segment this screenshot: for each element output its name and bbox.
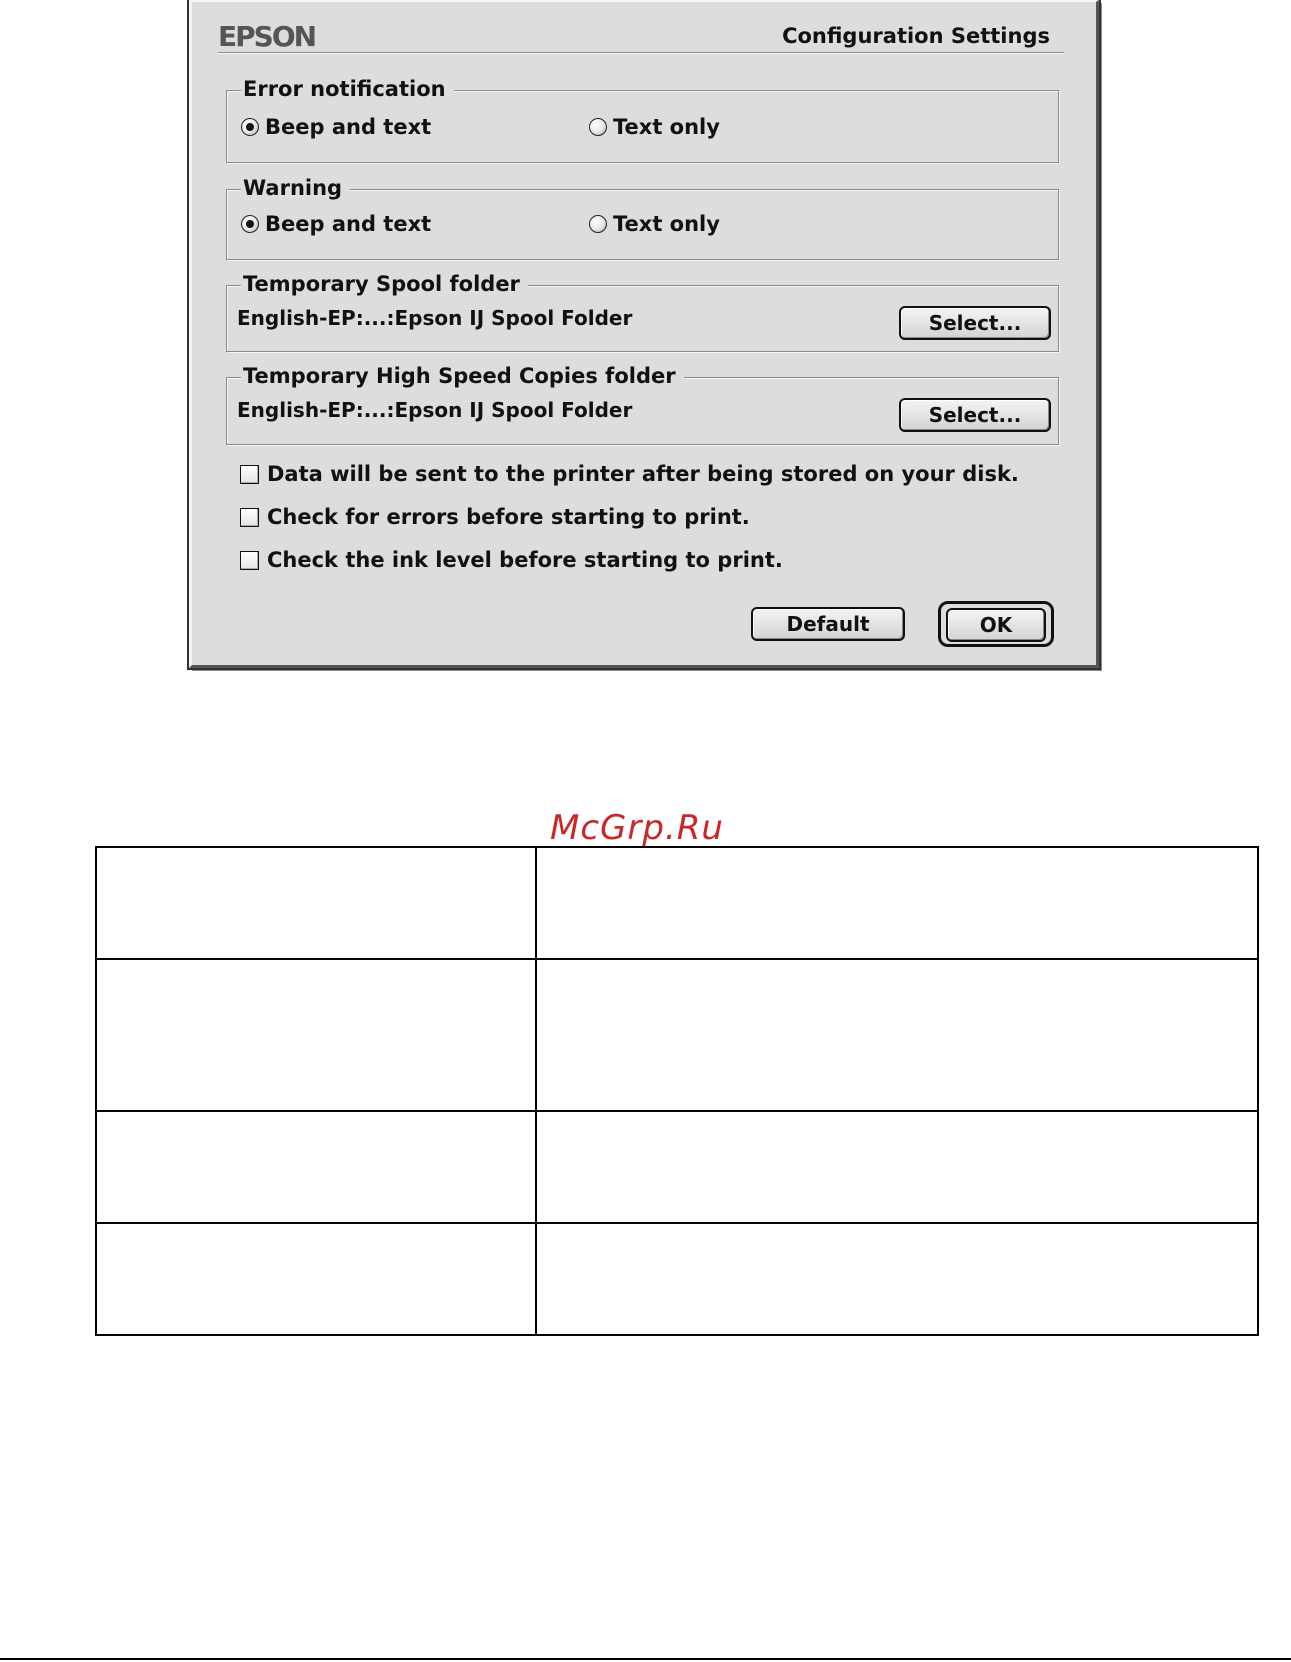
error-text-only-option[interactable]	[589, 115, 720, 139]
spool-folder-path: English-EP:...:Epson IJ Spool Folder	[237, 306, 633, 330]
high-speed-copies-folder-path: English-EP:...:Epson IJ Spool Folder	[237, 398, 633, 422]
radio-selected-icon[interactable]	[241, 215, 259, 233]
default-button[interactable]: Default	[751, 607, 905, 641]
option-label: Beep and text	[265, 115, 432, 139]
error-notification-group	[226, 77, 1060, 164]
table-cell	[96, 847, 536, 959]
radio-unselected-icon[interactable]	[589, 215, 607, 233]
table-row	[96, 959, 1258, 1111]
settings-table	[95, 846, 1259, 1336]
checkbox-label: Data will be sent to the printer after being stored on your disk.	[267, 462, 1019, 486]
warning-group	[226, 176, 1060, 261]
error-notification-title: Error notification	[241, 75, 454, 103]
table-cell	[536, 959, 1258, 1111]
configuration-settings-dialog	[189, 0, 1099, 668]
high-speed-copies-folder-group	[226, 364, 1060, 446]
title-divider	[218, 52, 1064, 54]
spool-folder-group	[226, 272, 1060, 353]
option-label: Text only	[613, 212, 720, 236]
high-speed-copies-folder-title: Temporary High Speed Copies folder	[241, 362, 684, 390]
spool-folder-title: Temporary Spool folder	[241, 270, 528, 298]
table-cell	[96, 1111, 536, 1223]
default-button-ring	[938, 601, 1054, 647]
warning-title: Warning	[241, 174, 350, 202]
table-row	[96, 1223, 1258, 1335]
error-beep-and-text-option[interactable]	[241, 115, 431, 139]
watermark: McGrp.Ru	[550, 808, 724, 848]
checkbox-unchecked-icon[interactable]	[240, 551, 259, 570]
warning-text-only-option[interactable]	[589, 212, 720, 236]
check-errors-checkbox-row[interactable]	[240, 505, 750, 529]
option-label: Text only	[613, 115, 720, 139]
epson-logo: EPSON	[218, 20, 316, 53]
check-ink-level-checkbox-row[interactable]	[240, 548, 783, 572]
store-on-disk-checkbox-row[interactable]	[240, 462, 1019, 486]
table-row	[96, 1111, 1258, 1223]
radio-selected-icon[interactable]	[241, 118, 259, 136]
ok-button[interactable]: OK	[946, 608, 1046, 642]
checkbox-unchecked-icon[interactable]	[240, 465, 259, 484]
table-cell	[96, 959, 536, 1111]
radio-unselected-icon[interactable]	[589, 118, 607, 136]
dialog-title: Configuration Settings	[782, 24, 1050, 48]
checkbox-unchecked-icon[interactable]	[240, 508, 259, 527]
table-cell	[536, 1111, 1258, 1223]
table-cell	[96, 1223, 536, 1335]
high-speed-copies-select-button[interactable]: Select...	[899, 398, 1051, 432]
page-bottom-rule	[0, 1658, 1291, 1660]
checkbox-label: Check the ink level before starting to print.	[267, 548, 783, 572]
checkbox-label: Check for errors before starting to print.	[267, 505, 750, 529]
table-row	[96, 847, 1258, 959]
spool-folder-select-button[interactable]: Select...	[899, 306, 1051, 340]
option-label: Beep and text	[265, 212, 432, 236]
warning-beep-and-text-option[interactable]	[241, 212, 431, 236]
table-cell	[536, 847, 1258, 959]
table-cell	[536, 1223, 1258, 1335]
